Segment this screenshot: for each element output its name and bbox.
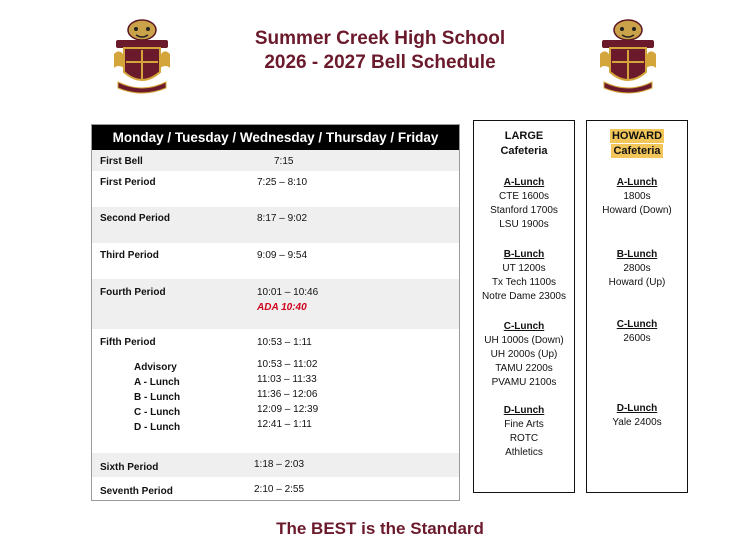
list-item: 2600s [623, 333, 651, 344]
list-item: Howard (Up) [608, 277, 666, 288]
list-item: Yale 2400s [612, 417, 662, 428]
sub-period-time: 11:03 – 11:33 [257, 374, 317, 385]
table-row [92, 150, 459, 171]
list-item: UH 2000s (Up) [490, 349, 558, 360]
sub-period-name: Advisory [134, 362, 177, 373]
period-name: Fifth Period [100, 337, 156, 348]
period-time: 1:18 – 2:03 [254, 459, 305, 470]
list-item: 1800s [623, 191, 651, 202]
list-item: Fine Arts [504, 419, 544, 430]
period-name: Fourth Period [100, 287, 166, 298]
cafeteria-title: HOWARD [611, 130, 663, 142]
list-item: TAMU 2200s [495, 363, 553, 374]
ada-note: ADA 10:40 [257, 302, 307, 313]
period-time: 7:15 [274, 156, 294, 167]
lunch-heading: C-Lunch [616, 319, 658, 330]
howard-cafeteria-panel [586, 120, 688, 493]
period-time: 2:10 – 2:55 [254, 484, 305, 495]
lunch-heading: B-Lunch [616, 249, 658, 260]
list-item: CTE 1600s [498, 191, 550, 202]
schedule-days-heading: Monday / Tuesday / Wednesday / Thursday / Friday [92, 125, 459, 150]
period-time: 9:09 – 9:54 [257, 250, 308, 261]
period-name: First Bell [100, 156, 143, 167]
sub-period-time: 10:53 – 11:02 [257, 359, 318, 370]
table-row [92, 279, 459, 329]
sub-period-name: B - Lunch [134, 392, 181, 403]
lunch-heading: A-Lunch [503, 177, 545, 188]
table-row [92, 171, 459, 207]
lunch-heading: B-Lunch [503, 249, 545, 260]
cafeteria-title: LARGE [504, 130, 544, 142]
table-row [92, 207, 459, 243]
list-item: Tx Tech 1100s [491, 277, 557, 288]
period-time: 10:53 – 1:11 [257, 337, 312, 348]
cafeteria-subtitle: Cafeteria [500, 145, 548, 157]
sub-period-name: D - Lunch [134, 422, 181, 433]
period-name: First Period [100, 177, 156, 188]
list-item: Notre Dame 2300s [482, 291, 566, 302]
list-item: ROTC [509, 433, 539, 444]
table-row [92, 453, 459, 477]
bell-schedule-table [91, 124, 460, 501]
list-item: UH 1000s (Down) [484, 335, 564, 346]
list-item: UT 1200s [502, 263, 546, 274]
period-name: Third Period [100, 250, 159, 261]
sub-period-time: 12:09 – 12:39 [257, 404, 319, 415]
period-name: Second Period [100, 213, 171, 224]
period-time: 8:17 – 9:02 [257, 213, 308, 224]
bulldog-crest-icon [110, 18, 174, 98]
sub-period-time: 12:41 – 1:11 [257, 419, 312, 430]
bulldog-crest-icon [596, 18, 660, 98]
table-row [92, 477, 459, 501]
sub-period-time: 11:36 – 12:06 [257, 389, 318, 400]
sub-period-name: A - Lunch [134, 377, 180, 388]
lunch-heading: D-Lunch [616, 403, 658, 414]
cafeteria-subtitle: Cafeteria [613, 145, 661, 157]
list-item: Athletics [505, 447, 543, 458]
period-time: 10:01 – 10:46 [257, 287, 319, 298]
list-item: Stanford 1700s [490, 205, 558, 216]
table-row [92, 243, 459, 279]
large-cafeteria-panel [473, 120, 575, 493]
lunch-heading: D-Lunch [503, 405, 545, 416]
table-row [92, 329, 459, 453]
list-item: LSU 1900s [499, 219, 549, 230]
school-title: Summer Creek High School [254, 28, 506, 49]
school-motto: The BEST is the Standard [276, 519, 484, 538]
list-item: Howard (Down) [602, 205, 672, 216]
period-name: Sixth Period [100, 462, 159, 473]
list-item: 2800s [623, 263, 651, 274]
list-item: PVAMU 2100s [491, 377, 557, 388]
schedule-title: 2026 - 2027 Bell Schedule [264, 52, 496, 73]
sub-period-name: C - Lunch [134, 407, 181, 418]
lunch-heading: C-Lunch [503, 321, 545, 332]
lunch-heading: A-Lunch [616, 177, 658, 188]
period-time: 7:25 – 8:10 [257, 177, 308, 188]
period-name: Seventh Period [100, 486, 173, 497]
